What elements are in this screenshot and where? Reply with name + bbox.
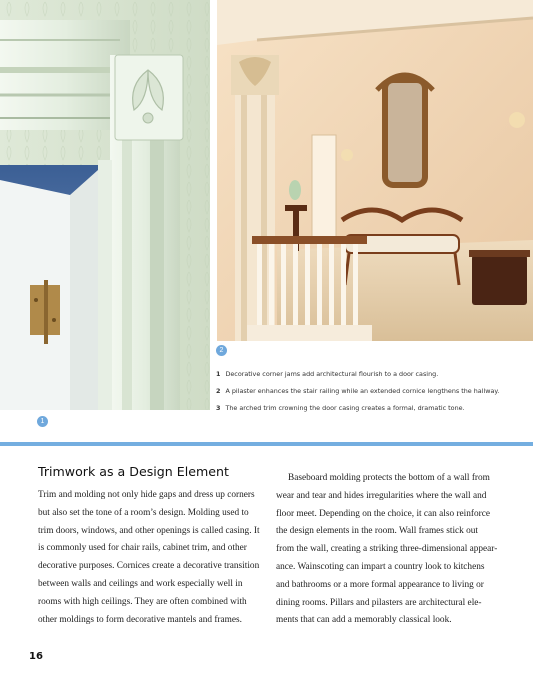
text-line: is commonly used for chair rails, cabinet trim, and other: [38, 543, 247, 554]
door-casing-photo: [0, 0, 210, 410]
caption-text: A pilaster enhances the stair railing while an extended cornice lengthens the hallway.: [225, 387, 500, 396]
text-line: ance. Wainscoting can impart a country look to kitchens: [276, 561, 485, 572]
caption-item: [216, 387, 526, 396]
article-column-right: [276, 470, 500, 630]
hallway-pilaster-photo: [217, 0, 533, 341]
text-line: wear and tear and hides irregularities where the wall and: [276, 490, 487, 501]
text-line: the design elements in the room. Wall frames stick out: [276, 526, 479, 537]
page-number: 16: [29, 651, 43, 662]
text-line: but also set the tone of a room’s design. Molding used to: [38, 507, 249, 518]
text-line: other moldings to form decorative mantels and frames.: [38, 614, 242, 625]
section-divider: [0, 442, 533, 446]
photo-number-badge: 2: [216, 345, 227, 356]
text-line: rooms with high ceilings. They are often combined with: [38, 596, 247, 607]
photo-number-badge: 1: [37, 416, 48, 427]
text-line: and bathrooms or a more formal appearance to living or: [276, 579, 484, 590]
text-line: between walls and ceilings and work especially well in: [38, 578, 243, 589]
photo-captions: [216, 370, 526, 422]
caption-item: [216, 370, 526, 379]
text-line: ments that can add a memorably classical look.: [276, 615, 452, 626]
text-line: Baseboard molding protects the bottom of a wall from: [288, 473, 490, 483]
text-line: Trim and molding not only hide gaps and dress up corners: [38, 490, 255, 500]
caption-number: 3: [216, 404, 221, 413]
caption-number: 1: [216, 370, 221, 378]
caption-text: The arched trim crowning the door casing creates a formal, dramatic tone.: [225, 404, 465, 413]
text-line: trim doors, windows, and other openings is called casing. It: [38, 525, 260, 536]
text-line: floor meet. Depending on the choice, it can also reinforce: [276, 508, 491, 519]
text-line: from the wall, creating a striking three-dimensional appear-: [276, 544, 498, 555]
caption-number: 2: [216, 387, 221, 396]
caption-text: Decorative corner jams add architectural flourish to a door casing.: [225, 370, 439, 378]
text-line: decorative purposes. Cornices create a decorative transition: [38, 561, 260, 572]
text-line: dining rooms. Pillars and pilasters are architectural ele-: [276, 597, 482, 608]
caption-item: [216, 404, 526, 413]
article-column-left: [38, 487, 264, 629]
section-heading: Trimwork as a Design Element: [38, 464, 229, 479]
